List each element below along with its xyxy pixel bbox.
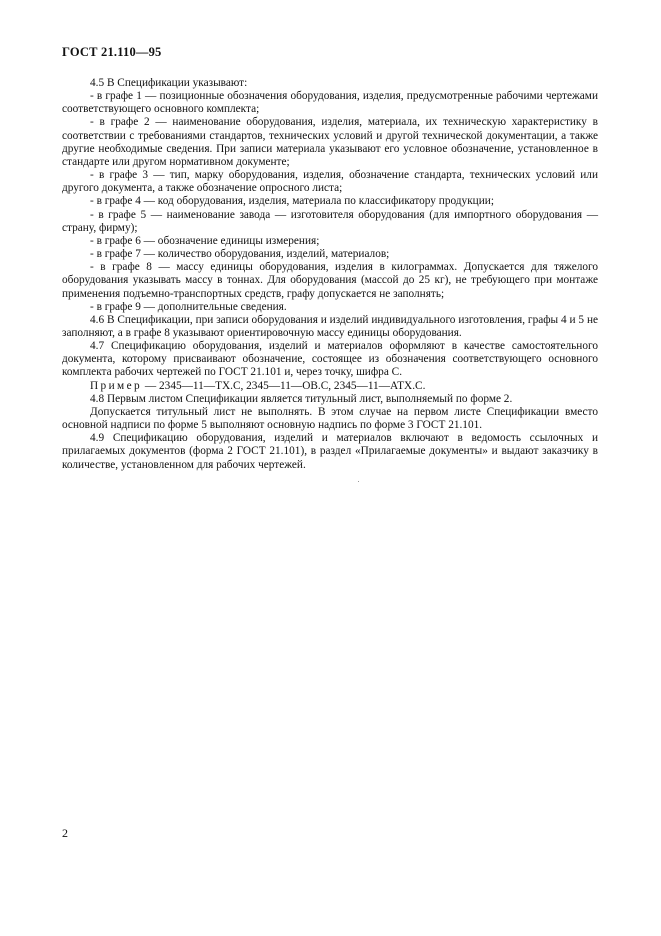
- section-4-8: 4.8 Первым листом Спецификации является титульный лист, выполняемый по форме 2.: [90, 392, 513, 405]
- list-item-column-8: - в графе 8 — массу единицы оборудования, изделия в килограммах. Допускается для тяжелого оборудования указывать массу в тоннах. Для оборудования (массой до 25 кг), не требующего при монтаже применения подъемно-транспортных средств, графу допускается не заполнять;: [62, 261, 598, 300]
- document-body: [62, 77, 598, 472]
- page-number: 2: [62, 826, 68, 840]
- list-item-column-4: - в графе 4 — код оборудования, изделия, материала по классификатору продукции;: [90, 195, 494, 208]
- list-item-column-9: - в графе 9 — дополнительные сведения.: [90, 300, 287, 313]
- example-text: — 2345—11—ТХ.С, 2345—11—ОВ.С, 2345—11—АТХ.С.: [144, 379, 426, 392]
- list-item-column-5: - в графе 5 — наименование завода — изготовителя оборудования (для импортного оборудования — страну, фирму);: [62, 208, 598, 234]
- section-4-5-heading: 4.5 В Спецификации указывают:: [90, 77, 248, 89]
- example-line: [62, 380, 598, 393]
- section-4-8-note: Допускается титульный лист не выполнять. В этом случае на первом листе Спецификации вместо основной надписи по форме 5 выполняют основную надпись по форме 3 ГОСТ 21.101.: [62, 405, 598, 432]
- scan-speck: [358, 481, 359, 482]
- list-item-column-3: - в графе 3 — тип, марку оборудования, изделия, обозначение стандарта, технических условий или другого документа, а также обозначение опросного листа;: [62, 169, 598, 195]
- list-item-column-7: - в графе 7 — количество оборудования, изделий, материалов;: [90, 248, 390, 261]
- section-4-6: 4.6 В Спецификации, при записи оборудования и изделий индивидуального изготовления, графы 4 и 5 не заполняют, а в графе 8 указывают ориентировочную массу единицы оборудования.: [62, 313, 598, 339]
- list-item-column-6: - в графе 6 — обозначение единицы измерения;: [90, 234, 320, 247]
- list-item-column-2: - в графе 2 — наименование оборудования, изделия, материала, их техническую характеристику в соответствии с требованиями стандартов, технических условий и другой технической документации, а также другие необходимые сведения. При записи материала указывают его условное обозначение, установленное в стандарте или другом нормативном документе;: [62, 116, 598, 168]
- section-4-9: 4.9 Спецификацию оборудования, изделий и материалов включают в ведомость ссылочных и прилагаемых документов (форма 2 ГОСТ 21.101), в раздел «Прилагаемые документы» и выдают заказчику в количестве, установленном для рабочих чертежей.: [62, 432, 598, 471]
- list-item-column-1: - в графе 1 — позиционные обозначения оборудования, изделия, предусмотренные рабочими чертежами соответствующего основного комплекта;: [62, 90, 598, 116]
- example-label: Пример: [90, 379, 143, 392]
- document-header: ГОСТ 21.110—95: [62, 45, 162, 59]
- section-4-7: 4.7 Спецификацию оборудования, изделий и материалов оформляют в качестве самостоятельного документа, которому присваивают обозначение, состоящее из обозначения соответствующего основного комплекта рабочих чертежей по ГОСТ 21.101 и, через точку, шифра С.: [62, 340, 598, 379]
